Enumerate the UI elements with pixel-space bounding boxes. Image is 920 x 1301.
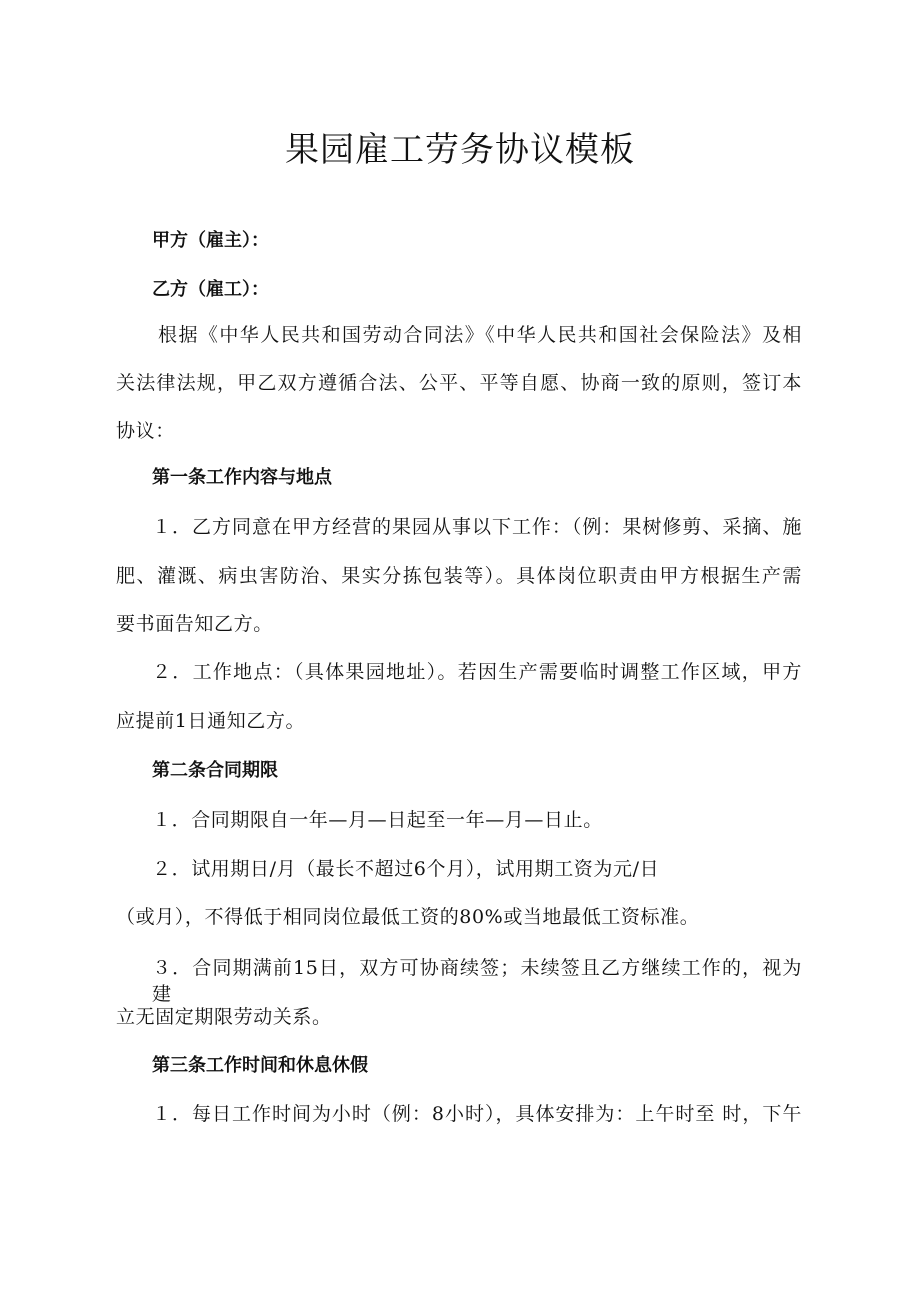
intro-line-3: 协议： — [116, 420, 175, 442]
article-1-item-1-line-1: １．乙方同意在甲方经营的果园从事以下工作：（例：果树修剪、采摘、施 — [152, 516, 802, 538]
intro-line-1: 根据《中华人民共和国劳动合同法》《中华人民共和国社会保险法》及相 — [158, 324, 802, 346]
article-1-heading: 第一条工作内容与地点 — [152, 467, 332, 488]
article-1-item-2-line-1: ２．工作地点：（具体果园地址）。若因生产需要临时调整工作区域，甲方 — [152, 661, 802, 683]
article-1-item-1-line-3: 要书面告知乙方。 — [116, 613, 273, 635]
article-2-item-2-line-1: ２．试用期日/月（最长不超过6个月），试用期工资为元/日 — [152, 858, 660, 880]
article-2-item-3-line-2: 立无固定期限劳动关系。 — [116, 1006, 332, 1028]
document-title: 果园雇工劳务协议模板 — [285, 130, 635, 170]
article-3-item-1-line-1: １．每日工作时间为小时（例：8小时），具体安排为：上午时至 时，下午 — [152, 1103, 802, 1125]
article-2-item-2-line-2: （或月），不得低于相同岗位最低工资的80%或当地最低工资标准。 — [116, 906, 700, 928]
party-a-label: 甲方（雇主）： — [152, 230, 269, 251]
article-2-item-3-line-1: ３．合同期满前15日，双方可协商续签；未续签且乙方继续工作的，视为建 — [152, 957, 802, 1005]
article-2-heading: 第二条合同期限 — [152, 760, 278, 781]
article-2-item-1: １．合同期限自一年—月—日起至一年—月—日止。 — [152, 809, 603, 831]
intro-line-2: 关法律法规，甲乙双方遵循合法、公平、平等自愿、协商一致的原则，签订本 — [116, 372, 802, 394]
article-1-item-2-line-2: 应提前1日通知乙方。 — [116, 710, 306, 732]
party-b-label: 乙方（雇工）： — [152, 279, 269, 300]
article-3-heading: 第三条工作时间和休息休假 — [152, 1055, 368, 1076]
article-1-item-1-line-2: 肥、灌溉、病虫害防治、果实分拣包装等）。具体岗位职责由甲方根据生产需 — [116, 565, 802, 587]
